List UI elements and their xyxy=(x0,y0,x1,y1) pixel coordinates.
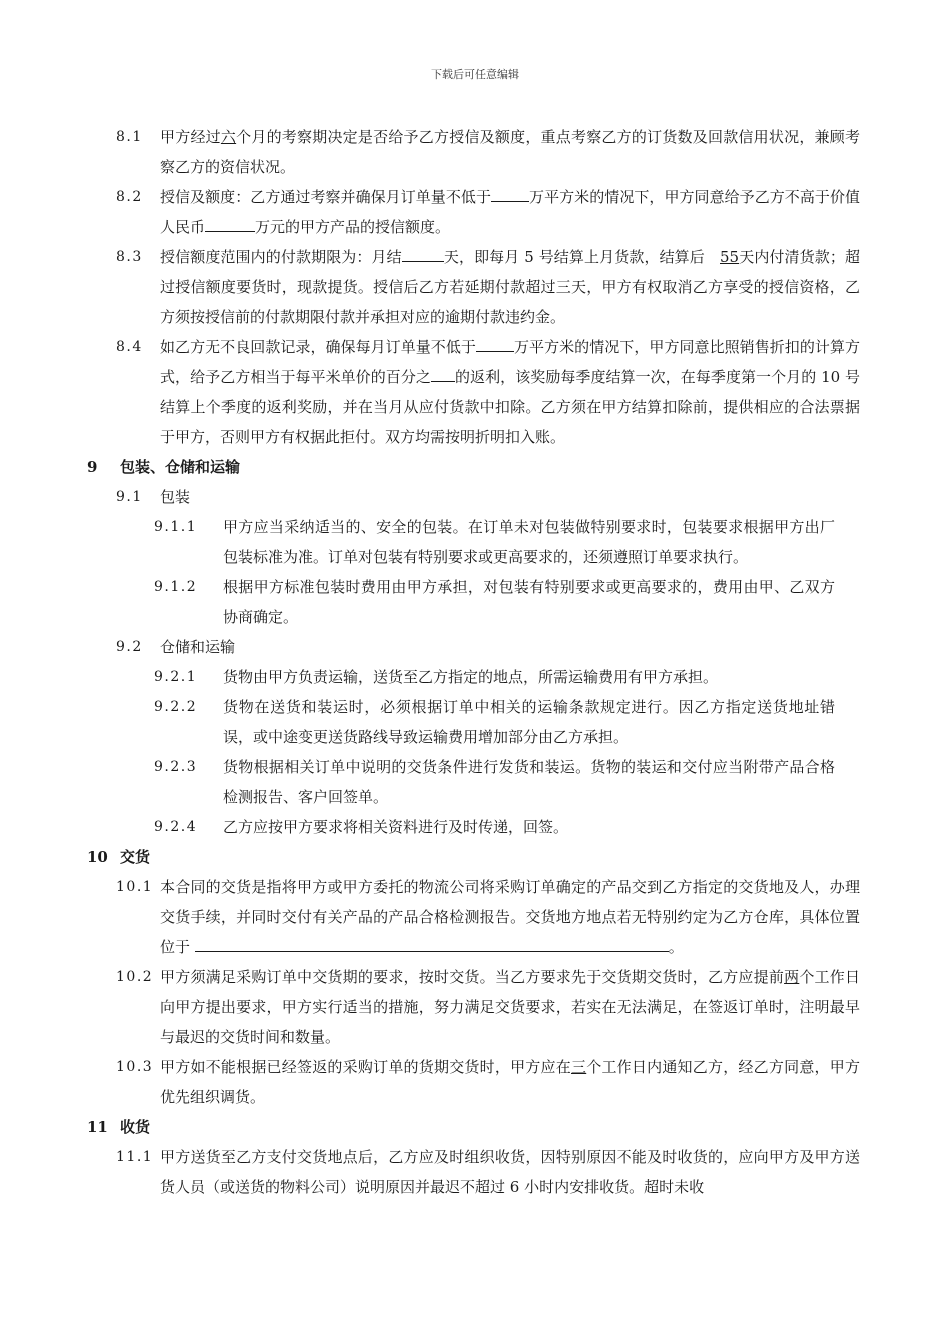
section-title: 包装、仓储和运输 xyxy=(120,458,241,476)
fill-in-blank[interactable] xyxy=(431,363,455,382)
clause-number: 8.1 xyxy=(116,129,143,145)
clause-10-2: 10.2 甲方须满足采购订单中交货期的要求，按时交货。当乙方要求先于交货期交货时，乙方应提前两个工作日向甲方提出要求，甲方实行适当的措施，努力满足交货要求，若实在无法满足，在签返订单时，注明最早与最迟的交货时间和数量。 xyxy=(160,962,860,1052)
clause-8-3: 8.3 授信额度范围内的付款期限为：月结 天，即每月 5 号结算上月货款，结算后 55天内付清货款；超过授信额度要货时，现款提货。授信后乙方若延期付款超过三天，甲方有权取消乙方享受的授信资格，乙方须按授信前的付款期限付款并承担对应的逾期付款违约金。 xyxy=(160,242,860,332)
fill-in-blank[interactable] xyxy=(402,243,444,262)
clause-9-2-3: 9.2.3 货物根据相关订单中说明的交货条件进行发货和装运。货物的装运和交付应当附带产品合格检测报告、客户回签单。 xyxy=(223,752,835,812)
document-body xyxy=(0,122,950,1202)
clause-number: 9.2.2 xyxy=(154,699,198,715)
clause-8-4: 8.4 如乙方无不良回款记录，确保每月订单量不低于 万平方米的情况下，甲方同意比照销售折扣的计算方式，给予乙方相当于每平米单价的百分之 的返利，该奖励每季度结算一次，在每季度第一个月的 10 号结算上个季度的返利奖励，并在当月从应付货款中扣除。乙方须在甲方结算扣除前，提供相应的合法票据于甲方，否则甲方有权据此拒付。双方均需按明折明扣入账。 xyxy=(160,332,860,452)
section-number: 9 xyxy=(87,458,98,476)
clause-number: 10.3 xyxy=(116,1059,154,1075)
clause-11-1: 11.1 甲方送货至乙方支付交货地点后，乙方应及时组织收货，因特别原因不能及时收货的，应向甲方及甲方送货人员（或送货的物料公司）说明原因并最迟不超过 6 小时内安排收货。超时未收 xyxy=(160,1142,860,1202)
clause-number: 8.4 xyxy=(116,339,143,355)
section-number: 11 xyxy=(87,1118,108,1136)
clause-number: 9.2.4 xyxy=(154,819,198,835)
clause-9-2-4: 9.2.4 乙方应按甲方要求将相关资料进行及时传递，回签。 xyxy=(223,812,835,842)
fill-in-blank[interactable] xyxy=(491,183,529,202)
subsection-title: 包装 xyxy=(160,488,191,506)
clause-8-1: 8.1 甲方经过六个月的考察期决定是否给予乙方授信及额度，重点考察乙方的订货数及回款信用状况，兼顾考察乙方的资信状况。 xyxy=(160,122,860,182)
section-heading-11 xyxy=(87,1112,950,1142)
subsection-title: 仓储和运输 xyxy=(160,638,236,656)
clause-number: 9.1.2 xyxy=(154,579,198,595)
subsection-9-2 xyxy=(116,632,950,662)
clause-8-2: 8.2 授信及额度：乙方通过考察并确保月订单量不低于 万平方米的情况下，甲方同意给予乙方不高于价值人民币 万元的甲方产品的授信额度。 xyxy=(160,182,860,242)
clause-10-1: 10.1 本合同的交货是指将甲方或甲方委托的物流公司将采购订单确定的产品交到乙方指定的交货地及人，办理交货手续，并同时交付有关产品的产品合格检测报告。交货地方地点若无特别约定为乙方仓库，具体位置位于 。 xyxy=(160,872,860,962)
clause-number: 8.2 xyxy=(116,189,143,205)
clause-9-2-1: 9.2.1 货物由甲方负责运输，送货至乙方指定的地点，所需运输费用有甲方承担。 xyxy=(223,662,835,692)
section-heading-10 xyxy=(87,842,950,872)
clause-number: 9.2.3 xyxy=(154,759,198,775)
clause-9-2-2: 9.2.2 货物在送货和装运时，必须根据订单中相关的运输条款规定进行。因乙方指定送货地址错误，或中途变更送货路线导致运输费用增加部分由乙方承担。 xyxy=(223,692,835,752)
fill-in-blank[interactable] xyxy=(205,213,255,232)
fill-in-blank[interactable] xyxy=(476,333,514,352)
clause-number: 9.2 xyxy=(116,639,143,655)
underlined-value: 三 xyxy=(570,1058,587,1076)
clause-9-1-1: 9.1.1 甲方应当采纳适当的、安全的包装。在订单未对包装做特别要求时，包装要求根据甲方出厂包装标准为准。订单对包装有特别要求或更高要求的，还须遵照订单要求执行。 xyxy=(223,512,835,572)
underlined-value: 六 xyxy=(220,128,237,146)
clause-number: 9.2.1 xyxy=(154,669,198,685)
section-heading-9 xyxy=(87,452,950,482)
clause-number: 9.1 xyxy=(116,489,143,505)
section-number: 10 xyxy=(87,848,108,866)
clause-10-3: 10.3 甲方如不能根据已经签返的采购订单的货期交货时，甲方应在三个工作日内通知乙方，经乙方同意，甲方优先组织调货。 xyxy=(160,1052,860,1112)
page-header-note: 下载后可任意编辑 xyxy=(431,68,519,81)
subsection-9-1 xyxy=(116,482,950,512)
clause-number: 10.2 xyxy=(116,969,154,985)
clause-9-1-2: 9.1.2 根据甲方标准包装时费用由甲方承担，对包装有特别要求或更高要求的，费用由甲、乙双方协商确定。 xyxy=(223,572,835,632)
clause-number: 10.1 xyxy=(116,879,154,895)
address-blank[interactable] xyxy=(195,933,669,952)
section-title: 收货 xyxy=(120,1118,151,1136)
section-title: 交货 xyxy=(120,848,151,866)
clause-number: 8.3 xyxy=(116,249,143,265)
underlined-value: 两 xyxy=(784,968,800,986)
clause-number: 9.1.1 xyxy=(154,519,198,535)
clause-number: 11.1 xyxy=(116,1149,154,1165)
underlined-value: 55 xyxy=(720,248,740,266)
